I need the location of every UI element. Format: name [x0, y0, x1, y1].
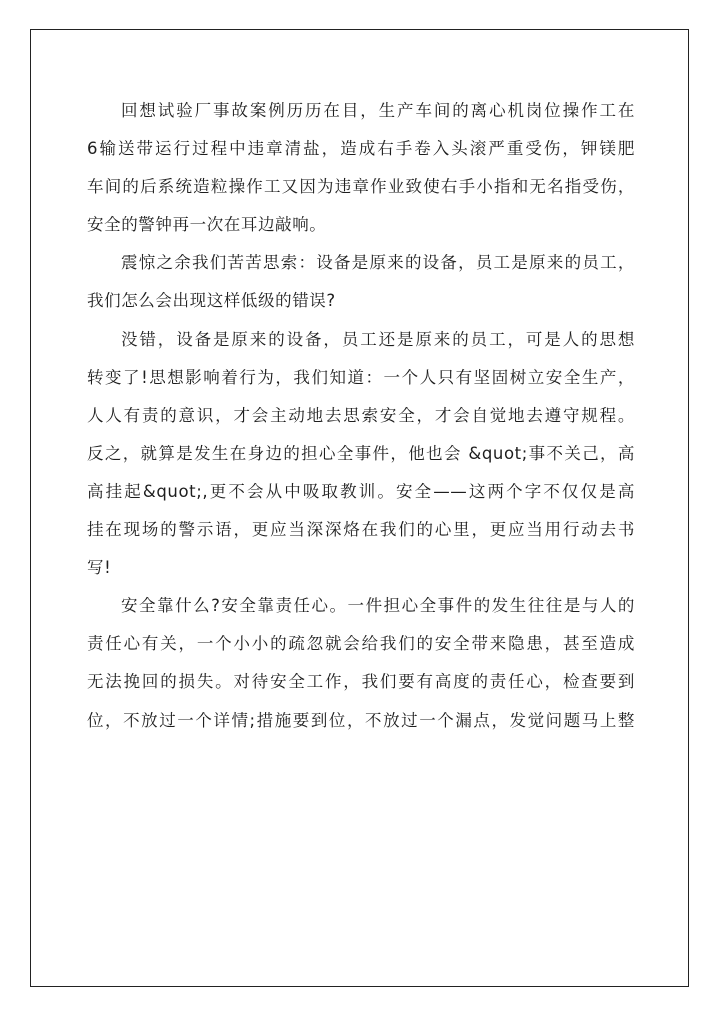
paragraph-1-line-2: 6输送带运行过程中违章清盐，造成右手卷入头滚严重受伤，钾镁肥 [87, 139, 635, 159]
paragraph-3-line-5: 高挂起&quot;,更不会从中吸取教训。安全——这两个字不仅仅是高 [87, 481, 635, 501]
paragraph-1-line-3: 车间的后系统造粒操作工又因为违章作业致使右手小指和无名指受伤， [87, 177, 635, 197]
paragraph-4-line-3: 无法挽回的损失。对待安全工作，我们要有高度的责任心，检查要到 [87, 672, 635, 692]
paragraph-3-line-3: 人人有责的意识，才会主动地去思索安全，才会自觉地去遵守规程。 [87, 405, 635, 425]
paragraph-3-line-1: 没错，设备是原来的设备，员工还是原来的员工，可是人的思想 [121, 329, 635, 349]
paragraph-2-line-2: 我们怎么会出现这样低级的错误? [87, 291, 336, 311]
paragraph-4-line-4: 位，不放过一个详情;措施要到位，不放过一个漏点，发觉问题马上整 [87, 710, 635, 730]
paragraph-3-line-6: 挂在现场的警示语，更应当深深烙在我们的心里，更应当用行动去书 [87, 520, 635, 540]
paragraph-3-line-2: 转变了!思想影响着行为，我们知道：一个人只有坚固树立安全生产， [87, 367, 635, 387]
paragraph-1-line-1: 回想试验厂事故案例历历在目，生产车间的离心机岗位操作工在 [121, 101, 635, 120]
paragraph-4-line-1: 安全靠什么?安全靠责任心。一件担心全事件的发生往往是与人的 [121, 596, 635, 616]
document-body [87, 92, 635, 740]
paragraph-1-line-4: 安全的警钟再一次在耳边敲响。 [87, 215, 327, 235]
paragraph-3-line-7: 写! [87, 558, 112, 578]
paragraph-2-line-1: 震惊之余我们苦苦思索：设备是原来的设备，员工是原来的员工， [121, 253, 635, 273]
paragraph-3-line-4: 反之，就算是发生在身边的担心全事件，他也会 &quot;事不关己，高 [87, 443, 635, 463]
paragraph-4-line-2: 责任心有关，一个小小的疏忽就会给我们的安全带来隐患，甚至造成 [87, 634, 635, 654]
